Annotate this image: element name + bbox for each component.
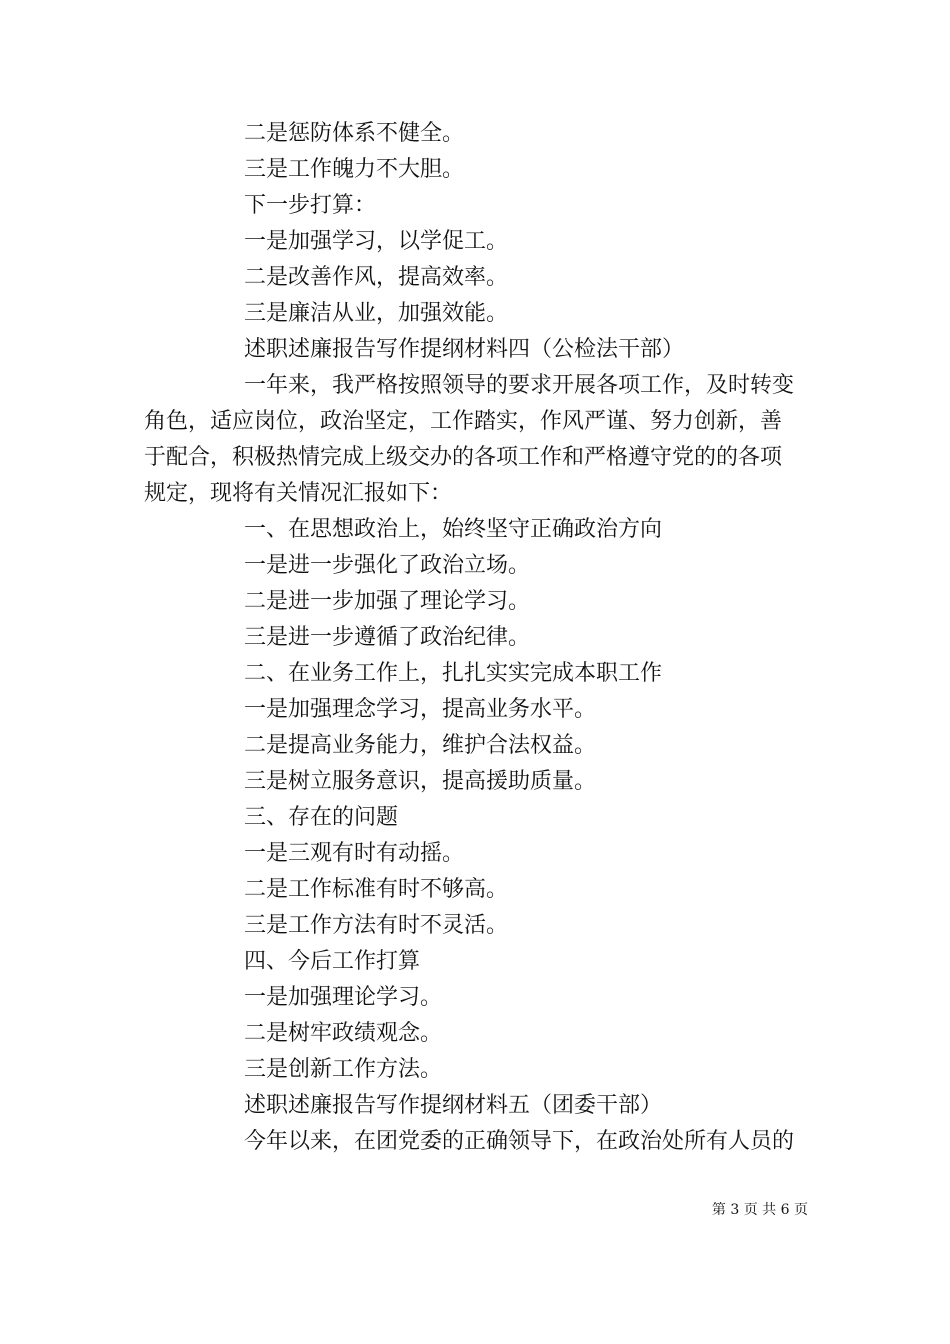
text-line: 三是廉洁从业，加强效能。 bbox=[244, 301, 509, 326]
text-line: 三是工作方法有时不灵活。 bbox=[244, 913, 509, 938]
text-line: 三是树立服务意识，提高援助质量。 bbox=[244, 769, 597, 794]
section-heading: 四、今后工作打算 bbox=[244, 949, 421, 974]
text-line: 一是加强学习，以学促工。 bbox=[244, 229, 509, 254]
text-line: 一是三观有时有动摇。 bbox=[244, 841, 465, 866]
paragraph bbox=[144, 368, 808, 512]
text-line: 一是加强理论学习。 bbox=[244, 985, 443, 1010]
section-heading: 一、在思想政治上，始终坚守正确政治方向 bbox=[244, 517, 663, 542]
section-heading: 述职述廉报告写作提纲材料四（公检法干部） bbox=[244, 337, 685, 362]
document-body bbox=[144, 116, 808, 1160]
paragraph-line: 角色，适应岗位，政治坚定，工作踏实，作风严谨、努力创新，善 bbox=[144, 409, 783, 434]
page-footer: 第 3 页 共 6 页 bbox=[711, 1202, 808, 1218]
text-line: 二是工作标准有时不够高。 bbox=[244, 877, 509, 902]
text-line: 下一步打算： bbox=[244, 193, 377, 218]
text-line: 三是进一步遵循了政治纪律。 bbox=[244, 625, 531, 650]
section-heading: 述职述廉报告写作提纲材料五（团委干部） bbox=[244, 1093, 663, 1118]
text-line: 二是提高业务能力，维护合法权益。 bbox=[244, 733, 597, 758]
text-line: 三是工作魄力不大胆。 bbox=[244, 157, 465, 182]
paragraph-line: 一年来，我严格按照领导的要求开展各项工作，及时转变 bbox=[244, 373, 795, 398]
text-line: 今年以来，在团党委的正确领导下，在政治处所有人员的 bbox=[244, 1129, 795, 1154]
text-line: 三是创新工作方法。 bbox=[244, 1057, 443, 1082]
text-line: 二是树牢政绩观念。 bbox=[244, 1021, 443, 1046]
text-line: 二是惩防体系不健全。 bbox=[244, 121, 465, 146]
paragraph-line: 规定，现将有关情况汇报如下： bbox=[144, 481, 453, 506]
text-line: 一是进一步强化了政治立场。 bbox=[244, 553, 531, 578]
text-line: 二是改善作风，提高效率。 bbox=[244, 265, 509, 290]
text-line: 二是进一步加强了理论学习。 bbox=[244, 589, 531, 614]
section-heading: 三、存在的问题 bbox=[244, 805, 399, 830]
section-heading: 二、在业务工作上，扎扎实实完成本职工作 bbox=[244, 661, 663, 686]
paragraph-line: 于配合，积极热情完成上级交办的各项工作和严格遵守党的的各项 bbox=[144, 445, 783, 470]
text-line: 一是加强理念学习，提高业务水平。 bbox=[244, 697, 597, 722]
